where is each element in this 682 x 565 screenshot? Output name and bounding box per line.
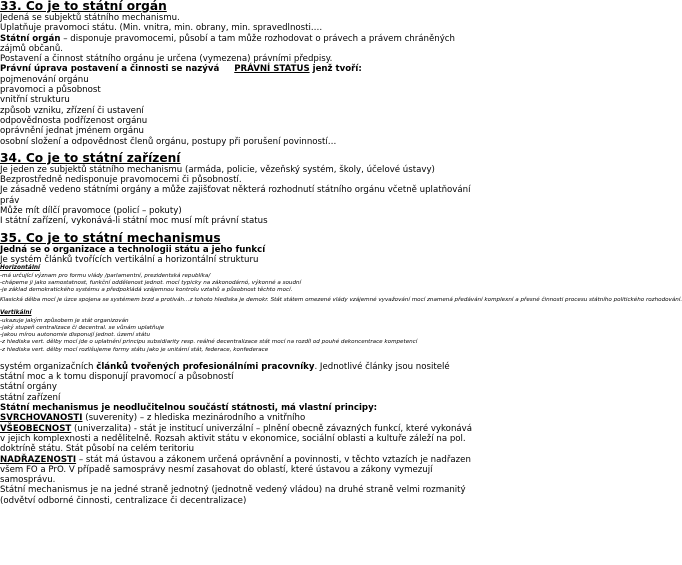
list-item: osobní složení a odpovědnost členů orgánu, postupy při porušení povinností… (0, 136, 337, 147)
vertical-heading: Vertikální (0, 310, 32, 317)
s34-line-1: Je jeden ze subjektů státního mechanismu (armáda, policie, vězeňský systém, školy, účelové ústavy) (0, 164, 435, 175)
list-item: způsob vzniku, zřízení či ustavení (0, 105, 144, 116)
s35-system-bold: článků tvořených profesionálními pracovníky (96, 361, 315, 372)
list-item: vnitřní strukturu (0, 95, 70, 106)
section-34-title: 34. Co je to státní zařízení (0, 150, 181, 165)
list-item: státní orgány (0, 382, 57, 393)
principle-suverenity-term: SVRCHOVANOSTI (0, 413, 83, 424)
s35-system-post: . Jednotlivé články jsou nositelé státní moc a k tomu disponují pravomocí a působností (0, 361, 450, 383)
principle-universality-text: (univerzalita) - stát je institucí univerzální – plnění obecně závazných funkcí, které vykonává v jejich komplexnosti a nedělitelně. Rozsah aktivit státu v ekonomice, sociální oblasti a kultuře záleží na pol. doktríně státu. Stát působí na celém teritoriu (0, 423, 473, 455)
s35-sub-line: Je systém článků tvořících vertikální a horizontální strukturu (0, 254, 259, 265)
list-item: pravomoci a působnost (0, 85, 101, 96)
vertical-item: -jaký stupeň centralizace či decentral. se vůnám uplatňuje (0, 325, 165, 332)
principle-superiority-term: NADŘAZENOSTI (0, 454, 77, 465)
s35-system-paragraph (0, 362, 474, 383)
s35-subtitle: Jedná se o organizace a technologii státu a jeho funkcí (0, 244, 266, 255)
s33-definition-text: – disponuje pravomocemi, působí a tam může rozhodovat o právech a právem chráněných zájmů občanů. (0, 33, 455, 54)
s34-line-4: Může mít dílčí pravomoce (policí – pokuty) (0, 206, 182, 217)
s35-principles-heading: Státní mechanismus je neodlučitelnou součástí státnosti, má vlastní principy: (0, 403, 378, 414)
s34-line-2: Bezprostředně nedisponuje pravomocemi či působností. (0, 175, 242, 186)
s34-line-5: I státní zařízení, vykonává-li státní moc musí mít právní status (0, 216, 268, 227)
vertical-item: -jakou mírou autonomie disponují jednot. území státu (0, 332, 151, 339)
principle-suverenity (0, 413, 474, 423)
principle-universality (0, 424, 474, 455)
s33-status-end: jenž tvoří: (309, 64, 362, 75)
principle-suverenity-text: (suverenity) – z hlediska mezinárodního a vnitřního (82, 413, 306, 424)
s35-last-paragraph: Státní mechanismus je na jedné straně jednotný (jednotně vedený vládou) na druhé straně velmi rozmanitý (odvětví odborné činnosti, centralizace či decentralizace) (0, 485, 466, 506)
horizontal-item: -má určující význam pro formu vlády /parlamentní, prezidentská republika/ (0, 272, 211, 279)
horizontal-heading: Horizontální (0, 265, 40, 272)
horizontal-item: -chápeme ji jako samostatnost, funkční oddělenost jednot. mocí typicky na zákonodárnó, výkonné a soudní (0, 279, 302, 286)
list-item: oprávnění jednat jménem orgánu (0, 126, 144, 137)
list-item: státní zařízení (0, 392, 61, 403)
section-35-title: 35. Co je to státní mechanismus (0, 230, 221, 245)
s34-line-3: Je zásadně vedeno státními orgány a může zajišťovat některá rozhodnutí státního orgánu včetně uplatňování práv (0, 185, 471, 206)
s33-status-term: PRÁVNÍ STATUS (234, 64, 310, 75)
vertical-item: -z hlediska vert. dělby mocí rozlišujeme formy státu jako je unitární stát, federace, konfederace (0, 346, 269, 353)
s33-definition (0, 34, 474, 55)
principle-superiority-text: – stát má ústavou a zákonem určená oprávnění a povinnosti, v těchto vztazích je nadřazen všem FO a PrO. V případě samosprávy nesmí zasahovat do oblastí, které ústavou a zákony vymezují samosprávu. (0, 454, 471, 486)
s33-line-1: Jedená se subjektů státního mechanismu. (0, 13, 180, 23)
principle-superiority (0, 455, 474, 486)
s33-line-after: Postavení a činnost státního orgánu je určena (vymezena) právními předpisy. (0, 54, 333, 65)
horizontal-item: -je základ demokratického systému a předpokládá vzájemnou kontrolu vztahů a působnost těchto mocí. (0, 287, 293, 294)
s35-system-pre: systém organizačních (0, 361, 97, 372)
s33-status-lead: Právní úprava postavení a činnosti se nazývá (0, 64, 220, 75)
section-33-title: 33. Co je to státní orgán (0, 0, 167, 13)
list-item: pojmenování orgánu (0, 74, 89, 85)
horizontal-paragraph: Klasická dělba mocí je úzce spojena se systémem brzd a protiváh…z tohoto hlediska je demokr. Stát státem omezené vlády vzájemné vyvažování mocí znamená předávání komplexní a přesné činnosti procesu státního politického rozhodování. (0, 297, 682, 304)
list-item: odpovědnosta podřízenost orgánu (0, 115, 148, 126)
s33-line-2: Uplatňuje pravomoci státu. (Min. vnitra, min. obrany, min. spravedlnosti.… (0, 23, 323, 34)
vertical-item: -ukazuje jakým způsobem je stát organizován (0, 317, 129, 324)
s33-status-line (0, 64, 474, 74)
principle-universality-term: VŠEOBECNOST (0, 423, 72, 434)
vertical-item: -z hlediska vert. dělby mocí jde o uplatnění principu subsidiarity resp. reálné decentralizace stát mocí na rozdíl od pouhé dekoncentrace kompetencí (0, 339, 418, 346)
s33-definition-term: Státní orgán (0, 33, 61, 44)
